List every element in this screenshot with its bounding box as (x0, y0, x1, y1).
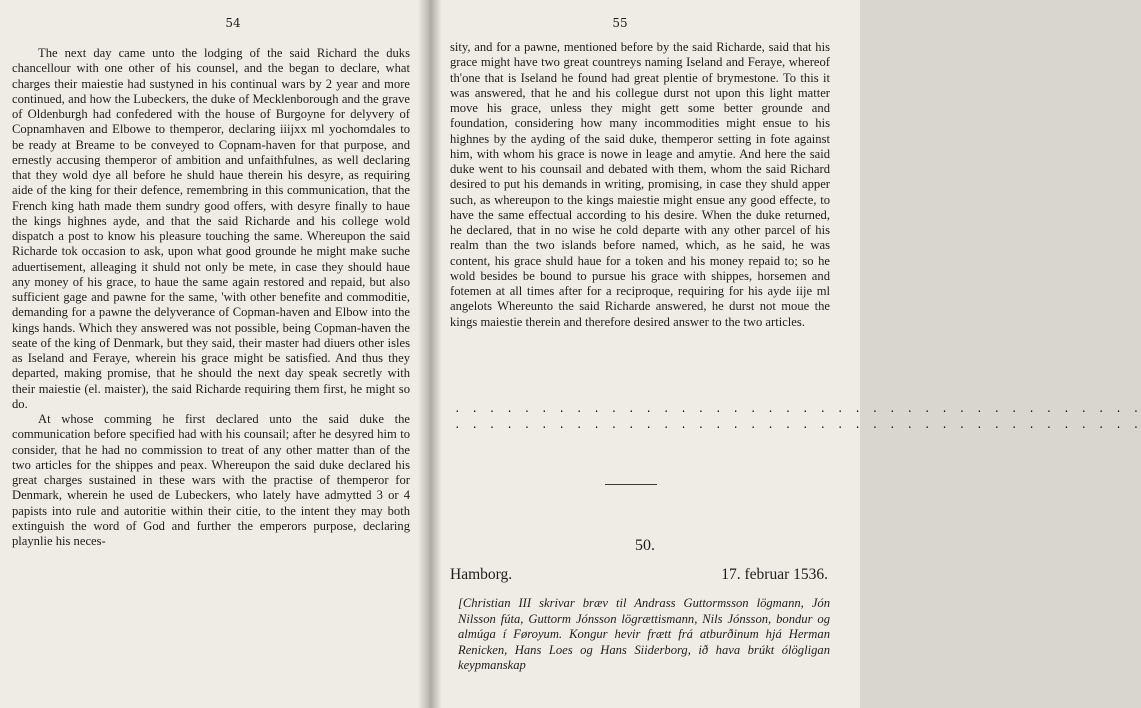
ellipsis-line: . . . . . . . . . . . . . . . . . . . . . . . . . . . . . . . . . . . . . . . . (454, 404, 1141, 416)
paragraph-continuation: sity, and for a pawne, mentioned before by the said Richarde, said that his grace might have two great countreys naming Iseland and Feraye, whereof th'one that is Iseland he found had great plentie of brymestone. To this it was answered, that he and his collegue durst not upon this light matter move his grace, unless they might gett some better grounde and foundation, considering how many incommodities might ensue to his highnes by the ayding of the said duke, themperor setting in fote against him, with whom his grace is nowe in leage and amytie. And here the said duke went to his counsail and debated with them, whom the said Richard desired to put his demands in writing, promising, in case they shuld apper such, as whereupon to the kings maiestie might ensue any good effecte, to have the same effectual according to his desire. When the duke returned, he declared, that in no wise he cold departe with any other parcel of his realm than the two islands before named, which, as he said, he was content, his grace shuld haue for a token and his money repaid to; so he wold besides be bound to pursue his grace with shippes, horsemen and fotemen at all times after for a reciproque, requiring for his ayde iije ml angelots Whereunto the said Richarde answered, he durst not moue the kings maiestie therein and therefore desired answer to the two articles. (450, 40, 830, 329)
paragraph: At whose comming he first declared unto the said duke the communication before specified had with his counsail; after he desyred him to consider, that he had no commission to treat of any other matter than of the two articles for the shippes and peax. Whereupon the said duke declared his great charges sustained in these wars with the practise of themperor for Denmark, wherein he used de Lubeckers, who lately have admytted 3 or 4 papists into rule and autoritie within their citie, to the intent they may both extinguish the word of God and further the emperors purpose, declaring playnlie his neces- (12, 412, 410, 548)
document-number: 50. (635, 537, 655, 554)
left-page (0, 0, 430, 708)
right-page (430, 0, 1141, 708)
paragraph: The next day came unto the lodging of the said Richard the duks chancellour with one other of his counsel, and the began to declare, what charges their maiestie had sustyned in his continual wars by 2 year and more continued, and how the Lubeckers, the duke of Mecklenborough and the grave of Oldenburgh had confedered with the house of Burgoyne for delyvery of Copnamhaven and Elbowe to themperor, declaring iiijxx ml yochomdales to be ready at Breame to be conveyed to Copnam-haven for that purpose, and ernestly accusing themperor of ambition and unfaithfulnes, as well declaring that they wold dye all before he shuld haue therein his desyre, as requiring aide of the king for their defence, remembring in this communication, that the French king hath made them sundry good offers, with desyre finally to haue the kings highnes ayde, and that the said Richarde and his college wold dispatch a post to know his pleasure touching the same. Whereupon the said Richarde tok occasion to ask, upon what good grounde he might make suche aduertisement, alleaging it shuld not only be mete, in case they should haue any money of his grace, to haue the same again restored and repaid, but also sufficient gage and pawne for the same, 'with other benefite and commoditie, demanding for a pawne the delyverance of Copman-haven and Elbow into the kings hands. Which they answered was not possible, being Copman-haven the seate of the king of Denmark, but they said, their master had diuers other isles as Iseland and Feraye, wherein his grace might be satisfied. And thus they departed, making promise, that he should the next day speak secretly with their maiestie (el. maister), the said Richarde requiring them first, he might so do. (12, 46, 410, 411)
section-divider (605, 484, 657, 485)
book-gutter (418, 0, 442, 708)
document-summary: [Christian III skrivar bræv til Andrass Guttormsson lögmann, Jón Nilsson fúta, Guttorm Jónsson lögrættismann, Nils Jónsson, bondur og almúga í Føroyum. Kongur hevir frætt frá atburðinum hjá Herman Renicken, Hans Loes og Hans Siiderborg, ið hava brúkt ólögligan keypmanskap (458, 596, 830, 672)
page-number: 54 (225, 16, 241, 30)
ellipsis-line: . . . . . . . . . . . . . . . . . . . . . . . . . . . . . . . . . . . . . . . . (454, 420, 1141, 432)
document-place: Hamborg. (450, 566, 513, 583)
page-number: 55 (612, 16, 628, 30)
document-date: 17. februar 1536. (721, 566, 828, 583)
body-text (450, 40, 830, 330)
body-text (12, 46, 410, 549)
